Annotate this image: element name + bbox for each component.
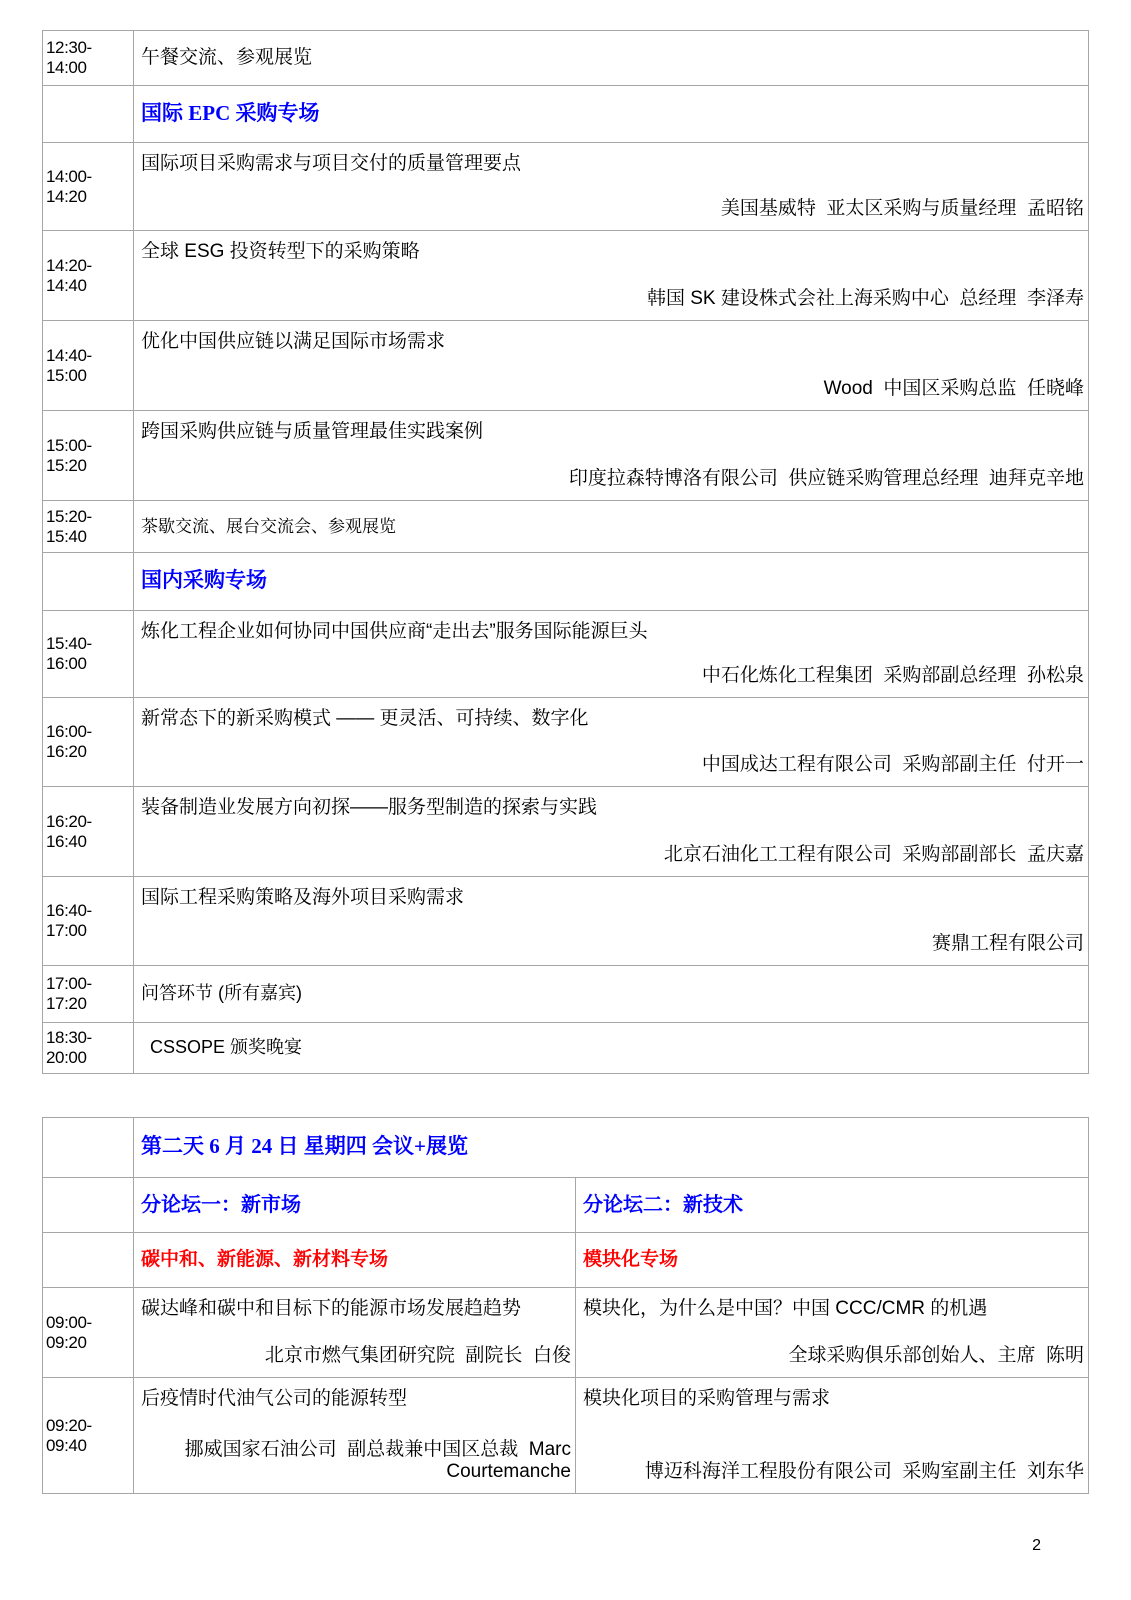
session-title: 炼化工程企业如何协同中国供应商“走出去”服务国际能源巨头	[141, 621, 648, 642]
session-cell	[134, 143, 1088, 230]
table-row	[43, 31, 1088, 86]
session-cell	[134, 231, 1088, 320]
activity-label: 午餐交流、参观展览	[141, 47, 313, 68]
session-title: 后疫情时代油气公司的能源转型	[141, 1388, 408, 1409]
time-slot: 12:30-14:00	[43, 31, 134, 85]
session-title: 模块化项目的采购管理与需求	[583, 1388, 831, 1409]
time-slot: 16:20-16:40	[43, 787, 134, 876]
table-row	[43, 411, 1088, 501]
table-row	[43, 877, 1088, 966]
session-cell-track2	[576, 1288, 1088, 1377]
session-cell	[134, 698, 1088, 786]
session-speaker: 北京石油化工工程有限公司 采购部副部长 孟庆嘉	[663, 844, 1084, 865]
table-row	[43, 1118, 1088, 1178]
track1-header: 分论坛一：新市场	[134, 1178, 576, 1232]
session-cell	[134, 611, 1088, 697]
session-title: 跨国采购供应链与质量管理最佳实践案例	[141, 421, 484, 442]
session-cell-track1	[134, 1378, 576, 1493]
session-speaker: 北京市燃气集团研究院 副院长 白俊	[264, 1345, 571, 1366]
track1-session-header: 碳中和、新能源、新材料专场	[134, 1233, 576, 1287]
time-slot	[43, 86, 134, 142]
session-title: 装备制造业发展方向初探——服务型制造的探索与实践	[141, 797, 598, 818]
session-speaker: 全球采购俱乐部创始人、主席 陈明	[788, 1345, 1084, 1366]
session-speaker: 挪威国家石油公司 副总裁兼中国区总裁 Marc Courtemanche	[184, 1439, 577, 1482]
time-slot	[43, 553, 134, 610]
session-speaker: 博迈科海洋工程股份有限公司 采购室副主任 刘东华	[644, 1461, 1084, 1482]
day2-agenda-table	[42, 1117, 1089, 1494]
table-row	[43, 698, 1088, 787]
session-cell-track2	[576, 1378, 1088, 1493]
time-slot: 14:00-14:20	[43, 143, 134, 230]
time-slot	[43, 1178, 134, 1232]
time-slot: 14:40-15:00	[43, 321, 134, 410]
session-title: 碳达峰和碳中和目标下的能源市场发展趋趋势	[141, 1298, 522, 1319]
table-row	[43, 86, 1088, 143]
activity-label: CSSOPE 颁奖晚宴	[150, 1036, 303, 1057]
session-title: 全球 ESG 投资转型下的采购策略	[141, 241, 420, 262]
table-row	[43, 966, 1088, 1023]
session-cell-track1	[134, 1288, 576, 1377]
table-row	[43, 611, 1088, 698]
table-row	[43, 321, 1088, 411]
time-slot: 14:20-14:40	[43, 231, 134, 320]
time-slot: 18:30-20:00	[43, 1023, 134, 1073]
session-speaker: 美国基威特 亚太区采购与质量经理 孟昭铭	[720, 198, 1084, 219]
table-row	[43, 143, 1088, 231]
section-header-international-epc: 国际 EPC 采购专场	[141, 100, 320, 125]
session-speaker: Wood 中国区采购总监 任晓峰	[823, 378, 1084, 399]
session-title: 优化中国供应链以满足国际市场需求	[141, 331, 446, 352]
session-speaker: 中石化炼化工程集团 采购部副总经理 孙松泉	[701, 665, 1084, 686]
table-row	[43, 1178, 1088, 1233]
table-row	[43, 787, 1088, 877]
time-slot: 17:00-17:20	[43, 966, 134, 1022]
table-row	[43, 231, 1088, 321]
activity-label: 茶歇交流、展台交流会、参观展览	[141, 516, 396, 536]
table-row	[43, 1378, 1088, 1493]
time-slot: 09:00-09:20	[43, 1288, 134, 1377]
section-header-domestic: 国内采购专场	[141, 568, 267, 592]
activity-label: 问答环节 (所有嘉宾)	[141, 982, 302, 1003]
session-cell	[134, 321, 1088, 410]
page-number: 2	[1032, 1537, 1041, 1554]
time-slot	[43, 1233, 134, 1287]
session-speaker: 赛鼎工程有限公司	[931, 933, 1084, 954]
session-title: 国际工程采购策略及海外项目采购需求	[141, 887, 465, 908]
day2-header: 第二天 6 月 24 日 星期四 会议+展览	[141, 1134, 468, 1158]
session-title: 模块化，为什么是中国？中国 CCC/CMR 的机遇	[583, 1298, 988, 1319]
time-slot: 16:40-17:00	[43, 877, 134, 965]
session-speaker: 韩国 SK 建设株式会社上海采购中心 总经理 李泽寿	[646, 288, 1084, 309]
session-cell	[134, 877, 1088, 965]
session-speaker: 印度拉森特博洛有限公司 供应链采购管理总经理 迪拜克辛地	[568, 468, 1084, 489]
table-row	[43, 1023, 1088, 1073]
session-title: 国际项目采购需求与项目交付的质量管理要点	[141, 153, 522, 174]
table-row	[43, 1288, 1088, 1378]
time-slot: 16:00-16:20	[43, 698, 134, 786]
track2-session-header: 模块化专场	[583, 1249, 679, 1270]
time-slot: 15:20-15:40	[43, 501, 134, 552]
session-cell	[134, 411, 1088, 500]
time-slot	[43, 1118, 134, 1177]
table-row	[43, 1233, 1088, 1288]
track2-header: 分论坛二：新技术	[583, 1194, 743, 1216]
table-row	[43, 553, 1088, 611]
time-slot: 09:20-09:40	[43, 1378, 134, 1493]
day1-agenda-table	[42, 30, 1089, 1074]
session-speaker: 中国成达工程有限公司 采购部副主任 付开一	[701, 754, 1084, 775]
time-slot: 15:40-16:00	[43, 611, 134, 697]
time-slot: 15:00-15:20	[43, 411, 134, 500]
session-cell	[134, 787, 1088, 876]
session-title: 新常态下的新采购模式 —— 更灵活、可持续、数字化	[141, 708, 589, 729]
table-row	[43, 501, 1088, 553]
